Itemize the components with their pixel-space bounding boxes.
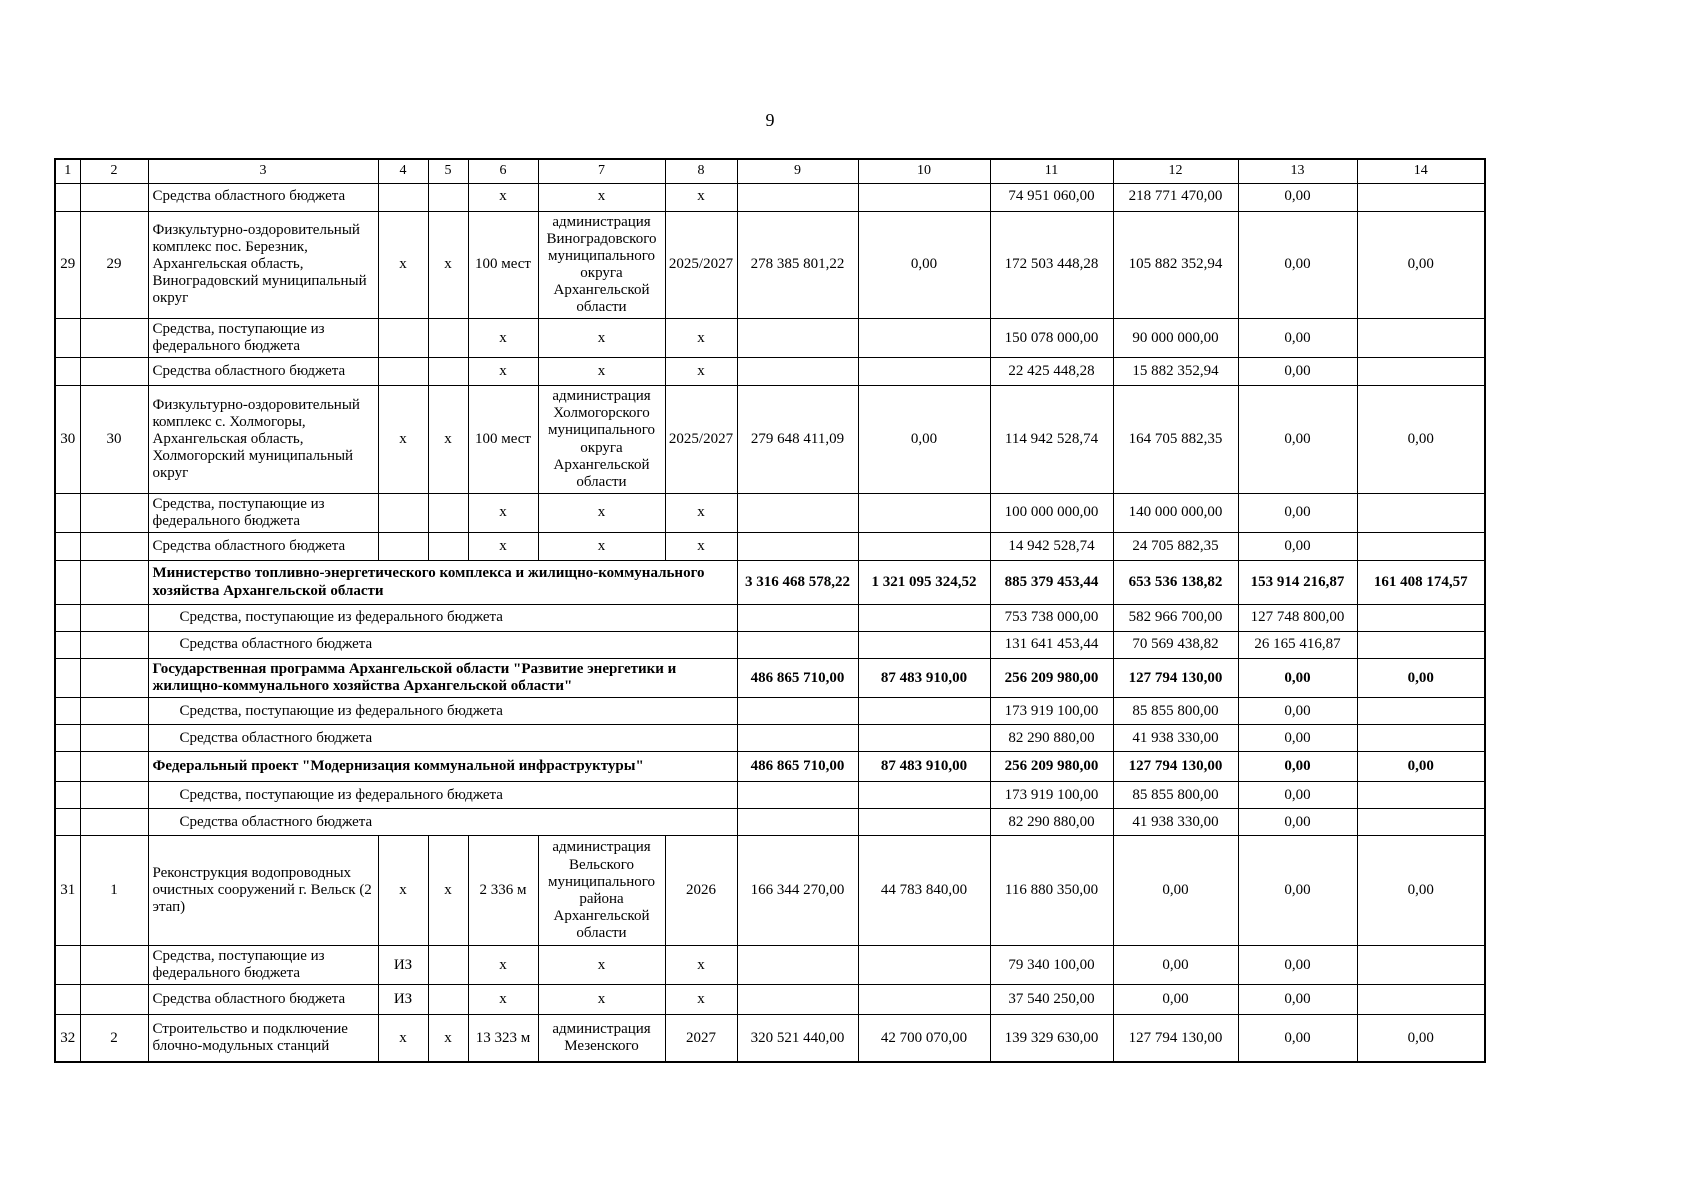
table-cell [737, 985, 858, 1015]
subrow-regional-budget [55, 183, 1485, 211]
object-row-29 [55, 211, 1485, 319]
state-program-row [55, 659, 1485, 698]
table-cell: 486 865 710,00 [737, 752, 858, 782]
table-cell: 100 мест [468, 386, 538, 494]
table-cell [80, 946, 148, 985]
subrow-regional-budget [55, 358, 1485, 386]
table-cell: 85 855 800,00 [1113, 698, 1238, 725]
table-cell [55, 782, 80, 809]
table-cell [55, 946, 80, 985]
table-cell [858, 725, 990, 752]
table-cell: 753 738 000,00 [990, 605, 1113, 632]
table-cell [55, 183, 80, 211]
table-cell: 0,00 [1357, 659, 1485, 698]
table-cell: Федеральный проект "Модернизация коммунальной инфраструктуры" [148, 752, 737, 782]
table-cell: 0,00 [1357, 211, 1485, 319]
table-cell: 279 648 411,09 [737, 386, 858, 494]
table-cell: 127 748 800,00 [1238, 605, 1357, 632]
table-cell: 79 340 100,00 [990, 946, 1113, 985]
table-cell: 13 323 м [468, 1015, 538, 1062]
table-cell [80, 725, 148, 752]
table-cell: Строительство и подключение блочно-модульных станций [148, 1015, 378, 1062]
table-cell: Средства, поступающие из федерального бюджета [148, 782, 737, 809]
table-cell [858, 358, 990, 386]
table-cell: 2027 [665, 1015, 737, 1062]
table-cell: 256 209 980,00 [990, 659, 1113, 698]
subrow-regional-budget [55, 725, 1485, 752]
table-cell: 10 [858, 159, 990, 183]
table-cell [80, 632, 148, 659]
federal-project-row [55, 752, 1485, 782]
table-cell: ИЗ [378, 985, 428, 1015]
table-cell [858, 319, 990, 358]
table-cell [737, 358, 858, 386]
table-cell [80, 605, 148, 632]
table-cell: 0,00 [858, 211, 990, 319]
table-cell [80, 659, 148, 698]
table-cell: Средства областного бюджета [148, 809, 737, 836]
table-cell: 2 [80, 159, 148, 183]
table-cell: x [538, 985, 665, 1015]
table-cell: 85 855 800,00 [1113, 782, 1238, 809]
table-cell: 29 [55, 211, 80, 319]
table-cell: 32 [55, 1015, 80, 1062]
table-cell: 127 794 130,00 [1113, 752, 1238, 782]
table-cell: 105 882 352,94 [1113, 211, 1238, 319]
table-cell: x [468, 493, 538, 532]
table-cell [55, 698, 80, 725]
table-cell: 6 [468, 159, 538, 183]
table-cell [737, 946, 858, 985]
table-cell: x [665, 358, 737, 386]
table-cell: x [468, 319, 538, 358]
table-cell: 24 705 882,35 [1113, 533, 1238, 561]
table-cell [1357, 725, 1485, 752]
table-cell [428, 358, 468, 386]
table-cell: 653 536 138,82 [1113, 561, 1238, 605]
table-cell: x [468, 358, 538, 386]
table-cell: x [665, 946, 737, 985]
table-cell: 127 794 130,00 [1113, 1015, 1238, 1062]
table-cell: 0,00 [1238, 809, 1357, 836]
table-cell [1357, 698, 1485, 725]
table-cell [80, 561, 148, 605]
table-cell [858, 493, 990, 532]
table-cell [858, 533, 990, 561]
table-cell [55, 725, 80, 752]
table-cell [55, 561, 80, 605]
table-cell [737, 698, 858, 725]
table-cell [1357, 493, 1485, 532]
table-cell [428, 319, 468, 358]
subrow-federal-budget [55, 493, 1485, 532]
table-cell: 131 641 453,44 [990, 632, 1113, 659]
table-cell [80, 809, 148, 836]
header-row [55, 159, 1485, 183]
table-cell: 0,00 [1238, 752, 1357, 782]
table-cell: 0,00 [1238, 782, 1357, 809]
table-cell [1357, 605, 1485, 632]
table-cell: 14 942 528,74 [990, 533, 1113, 561]
table-cell [858, 605, 990, 632]
table-cell: x [538, 358, 665, 386]
table-cell [1357, 946, 1485, 985]
table-cell: 173 919 100,00 [990, 698, 1113, 725]
table-cell [1357, 183, 1485, 211]
table-cell: 0,00 [858, 386, 990, 494]
table-cell [378, 319, 428, 358]
table-cell: 37 540 250,00 [990, 985, 1113, 1015]
table-cell [1357, 782, 1485, 809]
table-cell: x [428, 386, 468, 494]
table-cell [858, 985, 990, 1015]
table-cell: 4 [378, 159, 428, 183]
table-cell: 166 344 270,00 [737, 836, 858, 946]
table-cell: 278 385 801,22 [737, 211, 858, 319]
table-cell [80, 493, 148, 532]
table-cell [378, 358, 428, 386]
table-cell: 582 966 700,00 [1113, 605, 1238, 632]
table-cell: 13 [1238, 159, 1357, 183]
table-cell: 14 [1357, 159, 1485, 183]
table-cell: 0,00 [1357, 752, 1485, 782]
table-cell: Физкультурно-оздоровительный комплекс с. Холмогоры, Архангельская область, Холмогорский муниципальный округ [148, 386, 378, 494]
table-cell [80, 533, 148, 561]
table-cell: Средства, поступающие из федерального бюджета [148, 946, 378, 985]
table-cell: 161 408 174,57 [1357, 561, 1485, 605]
table-cell: 82 290 880,00 [990, 725, 1113, 752]
table-cell [428, 183, 468, 211]
table-cell: 2025/2027 [665, 211, 737, 319]
table-cell [55, 358, 80, 386]
table-cell [737, 493, 858, 532]
table-cell: 3 316 468 578,22 [737, 561, 858, 605]
table-cell: x [378, 1015, 428, 1062]
table-cell: 87 483 910,00 [858, 752, 990, 782]
table-cell: x [665, 493, 737, 532]
table-cell: 0,00 [1357, 836, 1485, 946]
table-cell: 29 [80, 211, 148, 319]
table-cell: 0,00 [1238, 1015, 1357, 1062]
table-cell: Средства, поступающие из федерального бюджета [148, 605, 737, 632]
table-cell: 173 919 100,00 [990, 782, 1113, 809]
table-cell: x [538, 493, 665, 532]
table-cell: Средства областного бюджета [148, 985, 378, 1015]
table-cell: администрация Виноградовского муниципального округа Архангельской области [538, 211, 665, 319]
table-cell: 150 078 000,00 [990, 319, 1113, 358]
table-cell: x [538, 533, 665, 561]
table-cell [737, 183, 858, 211]
table-cell: 2026 [665, 836, 737, 946]
ministry-total-row [55, 561, 1485, 605]
table-cell: 139 329 630,00 [990, 1015, 1113, 1062]
table-cell [737, 782, 858, 809]
table-cell [378, 533, 428, 561]
subrow-federal-budget [55, 782, 1485, 809]
table-cell: x [538, 319, 665, 358]
table-cell: Физкультурно-оздоровительный комплекс пос. Березник, Архангельская область, Виноградовский муниципальный округ [148, 211, 378, 319]
table-cell: 172 503 448,28 [990, 211, 1113, 319]
table-cell [428, 946, 468, 985]
table-cell: 100 мест [468, 211, 538, 319]
table-cell: 90 000 000,00 [1113, 319, 1238, 358]
table-cell: Средства, поступающие из федерального бюджета [148, 698, 737, 725]
table-cell [428, 533, 468, 561]
table-cell: 0,00 [1113, 946, 1238, 985]
table-cell [858, 809, 990, 836]
table-cell: Государственная программа Архангельской области "Развитие энергетики и жилищно-коммунального хозяйства Архангельской области" [148, 659, 737, 698]
table-cell: Реконструкция водопроводных очистных сооружений г. Вельск (2 этап) [148, 836, 378, 946]
table-cell: Средства областного бюджета [148, 183, 378, 211]
budget-table [54, 158, 1486, 1063]
table-cell [80, 752, 148, 782]
table-cell: 114 942 528,74 [990, 386, 1113, 494]
table-cell [55, 659, 80, 698]
table-cell: 0,00 [1357, 386, 1485, 494]
table-cell: 7 [538, 159, 665, 183]
table-cell [1357, 533, 1485, 561]
table-cell [1357, 358, 1485, 386]
table-cell: 0,00 [1238, 183, 1357, 211]
table-cell: 486 865 710,00 [737, 659, 858, 698]
table-cell [737, 725, 858, 752]
table-cell: 41 938 330,00 [1113, 725, 1238, 752]
subrow-regional-budget [55, 533, 1485, 561]
subrow-regional-budget [55, 809, 1485, 836]
table-cell: 153 914 216,87 [1238, 561, 1357, 605]
table-cell: 8 [665, 159, 737, 183]
table-cell: 2 [80, 1015, 148, 1062]
table-cell: 100 000 000,00 [990, 493, 1113, 532]
table-cell: 320 521 440,00 [737, 1015, 858, 1062]
table-cell: x [538, 946, 665, 985]
table-cell: 70 569 438,82 [1113, 632, 1238, 659]
table-cell [737, 809, 858, 836]
table-cell: 0,00 [1238, 493, 1357, 532]
table-cell: 3 [148, 159, 378, 183]
table-cell: администрация Вельского муниципального района Архангельской области [538, 836, 665, 946]
table-cell [1357, 985, 1485, 1015]
table-cell: 0,00 [1238, 533, 1357, 561]
object-row-30 [55, 386, 1485, 494]
table-cell: 0,00 [1238, 985, 1357, 1015]
subrow-regional-budget [55, 632, 1485, 659]
table-cell: x [538, 183, 665, 211]
table-cell: 5 [428, 159, 468, 183]
table-cell: x [428, 836, 468, 946]
table-cell: Министерство топливно-энергетического комплекса и жилищно-коммунального хозяйства Архангельской области [148, 561, 737, 605]
table-cell [55, 632, 80, 659]
table-cell: 256 209 980,00 [990, 752, 1113, 782]
object-row-31 [55, 836, 1485, 946]
table-cell [1357, 319, 1485, 358]
table-cell: x [468, 183, 538, 211]
table-cell: 82 290 880,00 [990, 809, 1113, 836]
table-cell [428, 985, 468, 1015]
table-cell: 30 [80, 386, 148, 494]
table-cell: 0,00 [1238, 358, 1357, 386]
table-cell: 885 379 453,44 [990, 561, 1113, 605]
table-cell: Средства областного бюджета [148, 358, 378, 386]
table-cell: x [665, 183, 737, 211]
table-cell: Средства, поступающие из федерального бюджета [148, 319, 378, 358]
table-cell: x [378, 836, 428, 946]
table-cell: x [665, 985, 737, 1015]
table-cell: 74 951 060,00 [990, 183, 1113, 211]
table-cell [378, 493, 428, 532]
table-cell: 0,00 [1238, 659, 1357, 698]
table-cell: 0,00 [1238, 211, 1357, 319]
table-cell: x [665, 319, 737, 358]
table-cell [858, 698, 990, 725]
table-cell: 0,00 [1357, 1015, 1485, 1062]
table-cell: 0,00 [1238, 319, 1357, 358]
table-cell: 1 321 095 324,52 [858, 561, 990, 605]
table-cell: 15 882 352,94 [1113, 358, 1238, 386]
table-cell: x [428, 211, 468, 319]
table-cell: x [665, 533, 737, 561]
table-cell: 1 [55, 159, 80, 183]
table-cell: 164 705 882,35 [1113, 386, 1238, 494]
table-cell [80, 985, 148, 1015]
table-cell: Средства, поступающие из федерального бюджета [148, 493, 378, 532]
subrow-federal-budget [55, 698, 1485, 725]
table-cell: 87 483 910,00 [858, 659, 990, 698]
subrow-federal-budget [55, 946, 1485, 985]
table-cell: Средства областного бюджета [148, 533, 378, 561]
table-cell: x [468, 946, 538, 985]
table-cell: 31 [55, 836, 80, 946]
table-cell [378, 183, 428, 211]
table-cell [80, 358, 148, 386]
table-cell [428, 493, 468, 532]
table-cell: 0,00 [1238, 836, 1357, 946]
table-cell: 30 [55, 386, 80, 494]
table-cell: 0,00 [1238, 946, 1357, 985]
table-cell: администрация Мезенского [538, 1015, 665, 1062]
table-cell [858, 946, 990, 985]
table-cell [80, 698, 148, 725]
table-cell: 2 336 м [468, 836, 538, 946]
table-cell [55, 533, 80, 561]
table-cell [858, 632, 990, 659]
table-cell [55, 809, 80, 836]
table-cell [55, 985, 80, 1015]
table-cell [858, 183, 990, 211]
table-cell [1357, 632, 1485, 659]
table-cell: x [468, 533, 538, 561]
table-cell: x [378, 211, 428, 319]
table-cell: 12 [1113, 159, 1238, 183]
table-cell: 0,00 [1113, 985, 1238, 1015]
table-cell [737, 632, 858, 659]
table-cell: 218 771 470,00 [1113, 183, 1238, 211]
table-cell [55, 605, 80, 632]
subrow-federal-budget [55, 605, 1485, 632]
table-cell: 22 425 448,28 [990, 358, 1113, 386]
table-cell: 0,00 [1238, 725, 1357, 752]
table-cell: 116 880 350,00 [990, 836, 1113, 946]
table-cell: x [378, 386, 428, 494]
table-cell: 0,00 [1113, 836, 1238, 946]
table-cell: 41 938 330,00 [1113, 809, 1238, 836]
subrow-federal-budget [55, 319, 1485, 358]
table-cell: x [428, 1015, 468, 1062]
table-cell: 11 [990, 159, 1113, 183]
table-cell [737, 319, 858, 358]
table-cell: 44 783 840,00 [858, 836, 990, 946]
subrow-regional-budget [55, 985, 1485, 1015]
page-number: 9 [765, 110, 775, 130]
table-cell: 2025/2027 [665, 386, 737, 494]
table-cell [80, 782, 148, 809]
table-cell [737, 533, 858, 561]
table-cell: 42 700 070,00 [858, 1015, 990, 1062]
table-cell [858, 782, 990, 809]
table-cell [1357, 809, 1485, 836]
table-cell: Средства областного бюджета [148, 632, 737, 659]
table-cell: 0,00 [1238, 386, 1357, 494]
table-cell: 0,00 [1238, 698, 1357, 725]
table-cell: Средства областного бюджета [148, 725, 737, 752]
table-cell: администрация Холмогорского муниципального округа Архангельской области [538, 386, 665, 494]
table-cell [55, 493, 80, 532]
table-cell: 140 000 000,00 [1113, 493, 1238, 532]
table-cell: 127 794 130,00 [1113, 659, 1238, 698]
object-row-32 [55, 1015, 1485, 1062]
table-cell [80, 319, 148, 358]
table-cell: 9 [737, 159, 858, 183]
table-body [55, 159, 1485, 1062]
table-cell: 1 [80, 836, 148, 946]
table-cell: x [468, 985, 538, 1015]
table-cell: 26 165 416,87 [1238, 632, 1357, 659]
table-cell: ИЗ [378, 946, 428, 985]
table-cell [55, 319, 80, 358]
table-cell [737, 605, 858, 632]
table-cell [80, 183, 148, 211]
table-cell [55, 752, 80, 782]
